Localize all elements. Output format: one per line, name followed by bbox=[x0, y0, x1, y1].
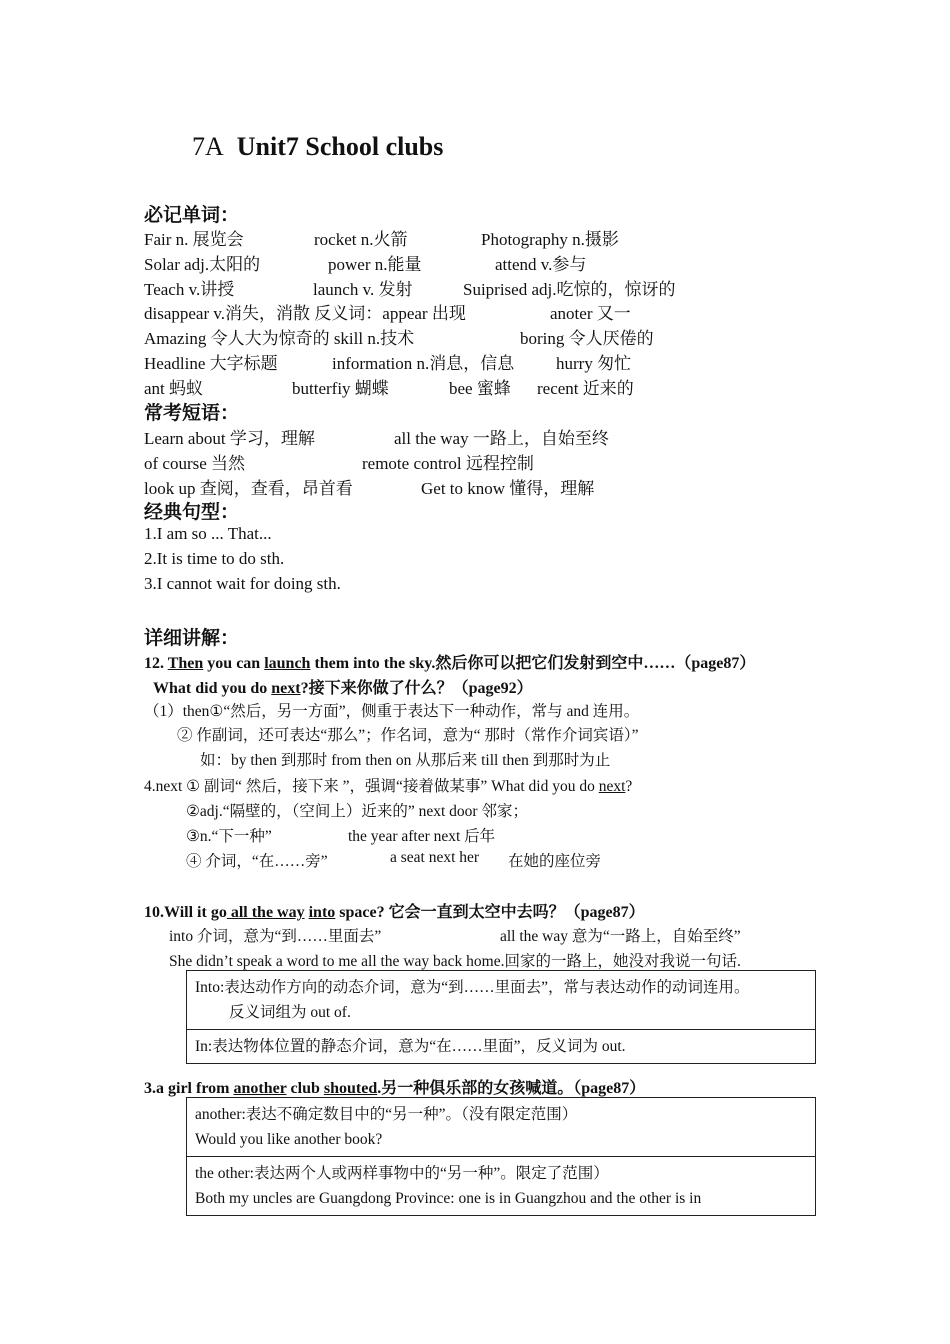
example-12-num: 12. bbox=[144, 655, 168, 672]
underlined-all-the-way: all the way bbox=[226, 904, 305, 921]
phrase-entry: all the way 一路上，自始至终 bbox=[394, 429, 609, 448]
vocab-entry: anoter 又一 bbox=[550, 304, 631, 324]
detail-heading: 详细讲解： bbox=[144, 627, 240, 649]
all-the-way-note: all the way 意为“一路上，自始至终” bbox=[500, 928, 741, 945]
vocab-entry: hurry 匆忙 bbox=[556, 354, 632, 373]
then-note-3: 如：by then 到那时 from then on 从那后来 till then 到那时为止 bbox=[200, 752, 611, 769]
example-12-question bbox=[153, 675, 533, 698]
table-row bbox=[187, 1030, 816, 1064]
phrase-heading: 常考短语： bbox=[144, 402, 240, 424]
next-note-4c: 在她的座位旁 bbox=[508, 853, 602, 870]
sentence-3: 3.I cannot wait for doing sth. bbox=[144, 574, 341, 593]
vocab-entry: rocket n.火箭 bbox=[314, 230, 408, 249]
vocab-entry: information n.消息，信息 bbox=[332, 354, 515, 373]
sentence-1: 1.I am so ... That... bbox=[144, 524, 272, 543]
title-main: Unit7 School clubs bbox=[236, 132, 444, 161]
vocab-entry: disappear v.消失，消散 反义词：appear 出现 bbox=[144, 304, 466, 324]
phrase-entry: Get to know 懂得，理解 bbox=[421, 478, 595, 498]
question-rest: ?接下来你做了什么？（page92） bbox=[300, 680, 533, 697]
vocab-entry: boring 令人厌倦的 bbox=[520, 329, 654, 349]
vocab-entry: Amazing 令人大为惊奇的 skill n.技术 bbox=[144, 329, 415, 349]
table-cell-in: In:表达物体位置的静态介词，意为“在……里面”，反义词为 out. bbox=[187, 1030, 816, 1064]
vocab-entry: launch v. 发射 bbox=[313, 279, 413, 299]
underlined-next-2: next bbox=[598, 778, 626, 795]
underlined-another: another bbox=[233, 1080, 287, 1097]
vocab-entry: Suiprised adj.吃惊的，惊讶的 bbox=[463, 279, 676, 299]
the-other-definition: the other:表达两个人或两样事物中的“另一种”。限定了范围） bbox=[195, 1165, 609, 1182]
into-in-table bbox=[186, 970, 816, 1064]
example-10-pre: 10.Will it go bbox=[144, 904, 227, 921]
phrase-entry: Learn about 学习，理解 bbox=[144, 429, 315, 448]
vocab-entry: Headline 大字标题 bbox=[144, 354, 278, 373]
underlined-into: into bbox=[308, 904, 336, 921]
another-other-table bbox=[186, 1097, 816, 1216]
next-note-4b: a seat next her bbox=[390, 849, 480, 866]
the-other-example: Both my uncles are Guangdong Province: one is in Guangzhou and the other is in bbox=[195, 1190, 702, 1207]
example-3-mid: club bbox=[286, 1080, 324, 1097]
vocab-entry: butterfiy 蝴蝶 bbox=[292, 378, 389, 398]
example-10-rest: space? 它会一直到太空中去吗？（page87） bbox=[335, 904, 645, 921]
underlined-next: next bbox=[271, 680, 301, 697]
vocab-entry: bee 蜜蜂 bbox=[449, 378, 511, 398]
table-row bbox=[187, 1157, 816, 1216]
table-cell-the-other bbox=[187, 1157, 816, 1216]
vocab-entry: Teach v.讲授 bbox=[144, 279, 235, 299]
then-note-2: ② 作副词，还可表达“那么”；作名词，意为“ 那时（常作介词宾语）” bbox=[177, 727, 639, 744]
vocab-entry: Photography n.摄影 bbox=[481, 230, 619, 249]
vocab-entry: ant 蚂蚁 bbox=[144, 378, 204, 398]
example-10 bbox=[144, 899, 645, 922]
example-3-rest: .另一种俱乐部的女孩喊道。（page87） bbox=[377, 1080, 646, 1097]
phrase-entry: of course 当然 bbox=[144, 453, 246, 473]
table-cell-another bbox=[187, 1098, 816, 1157]
next-note-1 bbox=[144, 774, 632, 796]
vocab-entry: attend v.参与 bbox=[495, 254, 587, 274]
example-12-mid: you can bbox=[203, 655, 265, 672]
sentence-heading: 经典句型： bbox=[144, 501, 240, 523]
next-note-3b: the year after next 后年 bbox=[348, 828, 496, 845]
sentence-2: 2.It is time to do sth. bbox=[144, 549, 285, 568]
example-12 bbox=[144, 650, 755, 673]
example-12-rest: them into the sky.然后你可以把它们发射到空中……（page87） bbox=[310, 655, 756, 672]
title-prefix: 7A bbox=[192, 132, 224, 161]
into-definition: Into:表达动作方向的动态介词，意为“到……里面去”，常与表达动作的动词连用。 bbox=[195, 979, 750, 996]
example-3-pre: 3.a girl from bbox=[144, 1080, 234, 1097]
example-3 bbox=[144, 1075, 645, 1098]
vocab-entry: recent 近来的 bbox=[537, 378, 634, 398]
page-title bbox=[192, 132, 443, 162]
next-note-1-text: 4.next ① 副词“ 然后，接下来 ”，强调“接着做某事” What did you do bbox=[144, 778, 599, 795]
vocab-entry: Solar adj.太阳的 bbox=[144, 254, 261, 274]
another-example: Would you like another book? bbox=[195, 1131, 383, 1148]
phrase-entry: look up 查阅，查看，昂首看 bbox=[144, 478, 353, 498]
vocab-entry: Fair n. 展览会 bbox=[144, 230, 244, 249]
example-10-sentence: She didn’t speak a word to me all the way back home.回家的一路上，她没对我说一句话. bbox=[169, 953, 741, 970]
next-note-1-end: ? bbox=[625, 778, 633, 795]
next-note-4a: ④ 介词，“在……旁” bbox=[186, 853, 328, 870]
table-cell-into bbox=[187, 971, 816, 1030]
vocab-entry: power n.能量 bbox=[328, 254, 422, 274]
then-note-1: （1）then①“然后，另一方面”，侧重于表达下一种动作，常与 and 连用。 bbox=[144, 703, 640, 720]
table-row bbox=[187, 971, 816, 1030]
underlined-shouted: shouted bbox=[323, 1080, 378, 1097]
next-note-3a: ③n.“下一种” bbox=[186, 828, 272, 845]
into-note: into 介词，意为“到……里面去” bbox=[169, 928, 382, 945]
next-note-2: ②adj.“隔壁的，（空间上）近来的” next door 邻家； bbox=[186, 803, 528, 820]
another-definition: another:表达不确定数目中的“另一种”。（没有限定范围） bbox=[195, 1106, 578, 1123]
table-row bbox=[187, 1098, 816, 1157]
underlined-then: Then bbox=[167, 655, 204, 672]
into-antonym: 反义词组为 out of. bbox=[229, 1004, 351, 1021]
question-pre: What did you do bbox=[153, 680, 272, 697]
phrase-entry: remote control 远程控制 bbox=[362, 453, 534, 473]
underlined-launch: launch bbox=[264, 655, 311, 672]
vocab-heading: 必记单词： bbox=[144, 204, 240, 226]
